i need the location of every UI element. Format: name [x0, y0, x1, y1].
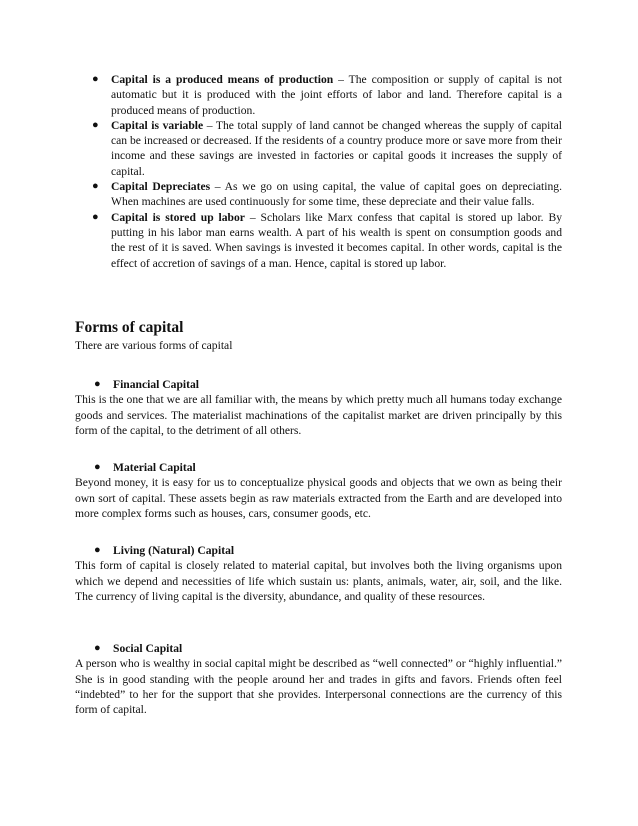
subsection-title-text: Financial Capital [113, 378, 199, 391]
subsection-body: This is the one that we are all familiar with, the means by which pretty much all humans today exchange goods and services. The materialist machinations of the capitalist market are driven principally by this form of the capital, to the detriment of all others. [75, 393, 562, 437]
bullet-text: – Scholars like Marx confess that capital is stored up labor. By putting in his labor man earns wealth. A part of his wealth is spent on consumption goods and the rest of it is saved. When savings is invested it becomes capital. In other words, capital is the effect of accretion of savings of a man. Hence, capital is stored up labor. [111, 210, 562, 270]
bullet-icon: ● [92, 210, 99, 223]
subsection-title [75, 641, 562, 656]
capital-characteristics-list [92, 72, 562, 271]
form-material-capital [75, 460, 562, 521]
bullet-icon: ● [92, 73, 99, 85]
bullet-icon: ● [94, 378, 101, 390]
subsection-body: Beyond money, it is easy for us to conceptualize physical goods and objects that we own as being their own sort of capital. These assets begin as raw materials extracted from the Earth and are developed into more complex forms such as houses, cars, consumer goods, etc. [75, 476, 562, 520]
bullet-term: Capital is a produced means of production [111, 73, 334, 86]
list-item [92, 118, 562, 179]
subsection-title [75, 543, 562, 558]
subsection-title [75, 460, 562, 475]
form-living-capital [75, 543, 562, 604]
subsection-title-text: Living (Natural) Capital [113, 544, 235, 557]
form-financial-capital [75, 377, 562, 438]
bullet-text: – The total supply of land cannot be changed whereas the supply of capital can be increased or decreased. If the residents of a country produce more or save more from their income and these savings are invested in factories or capital goods it increases the supply of capital. [111, 118, 562, 178]
subsection-title-text: Material Capital [113, 461, 196, 474]
bullet-text: – As we go on using capital, the value of capital goes on depreciating. When machines are used continuously for some time, these depreciate and their value falls. [111, 180, 562, 209]
bullet-icon: ● [92, 180, 99, 193]
subsection-body: This form of capital is closely related to material capital, but involves both the living organisms upon which we depend and necessities of life which sustain us: plants, animals, water, air, soil, and the like. The currency of living capital is the diversity, abundance, and quality of these resources. [75, 559, 562, 603]
list-item [92, 72, 562, 118]
subsection-title-text: Social Capital [113, 642, 183, 655]
bullet-term: Capital Depreciates [111, 180, 211, 194]
bullet-text: – The composition or supply of capital is not automatic but it is produced with the joint efforts of labor and land. Therefore capital is a produced means of production. [111, 73, 562, 117]
bullet-term: Capital is variable [111, 118, 204, 132]
bullet-icon: ● [94, 544, 101, 556]
bullet-term: Capital is stored up labor [111, 210, 245, 224]
subsection-title [75, 377, 562, 392]
bullet-icon: ● [94, 461, 101, 473]
form-social-capital [75, 641, 562, 717]
list-item [92, 179, 562, 210]
section-heading: Forms of capital [75, 319, 184, 336]
bullet-icon: ● [92, 118, 99, 131]
list-item [92, 210, 562, 271]
subsection-body: A person who is wealthy in social capital might be described as “well connected” or “highly influential.” She is in good standing with the people around her and trades in gifts and favors. Friends often feel “indebted” to her for the support that she provides. Interpersonal connections are the currency of this form of capital. [75, 657, 562, 717]
section-intro: There are various forms of capital [75, 339, 233, 352]
bullet-icon: ● [94, 642, 101, 654]
